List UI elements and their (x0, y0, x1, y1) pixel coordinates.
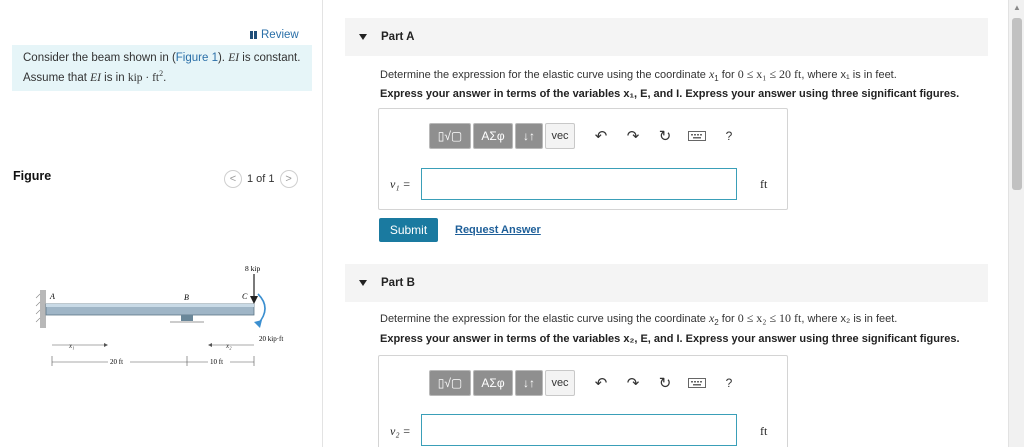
keyboard-icon[interactable] (683, 123, 711, 149)
v1-label: v₁ = (390, 177, 411, 191)
question-text: for (718, 313, 738, 325)
unit-text: kip · ft (127, 71, 160, 84)
part-b-label: Part B (381, 277, 415, 289)
unit-ft: ft (760, 177, 768, 191)
pager-text: 1 of 1 (247, 173, 275, 185)
unit-exponent: 2 (159, 69, 164, 78)
prev-figure-button[interactable]: < (224, 170, 242, 188)
beam-highlight (46, 304, 254, 307)
intro-text: Consider the beam shown in ( (23, 52, 176, 64)
redo-icon[interactable]: ↷ (626, 128, 640, 145)
scroll-up-icon[interactable]: ▲ (1013, 3, 1021, 12)
figure-pager (224, 170, 298, 188)
question-text: for (718, 69, 738, 81)
point-c-label: C (242, 292, 248, 301)
next-figure-button[interactable]: > (280, 170, 298, 188)
templates-button[interactable]: ▯√▢ (429, 370, 471, 396)
x2-label: x₂ (226, 342, 232, 350)
collapse-icon (359, 34, 367, 40)
x1-label: x₁ (69, 342, 75, 350)
part-a-label: Part A (381, 31, 415, 43)
greek-button[interactable]: ΑΣφ (473, 370, 513, 396)
intro-text: Assume that (23, 71, 91, 84)
reset-icon[interactable]: ↻ (658, 128, 672, 145)
review-label: Review (261, 29, 299, 41)
request-answer-link[interactable]: Request Answer (455, 224, 541, 236)
v2-label: v₂ = (390, 424, 411, 438)
undo-icon[interactable]: ↶ (594, 375, 608, 392)
intro-text: is in (100, 71, 128, 84)
range-text: 0 ≤ x₂ ≤ 10 ft (737, 311, 802, 325)
review-icon (250, 31, 257, 39)
review-link[interactable] (250, 29, 299, 41)
dim-20ft: 20 ft (110, 358, 124, 366)
part-a-instructions: Express your answer in terms of the variables x₁, E, and I. Express your answer using three significant figures. (380, 88, 960, 100)
figure-link[interactable]: Figure 1 (175, 52, 218, 64)
var-sub: 2 (714, 318, 719, 328)
math-toolbar (429, 370, 743, 396)
range-text: 0 ≤ x₁ ≤ 20 ft (737, 67, 802, 81)
part-b-answer-box (378, 355, 788, 447)
arrows-button[interactable]: ↓↑ (515, 123, 543, 149)
submit-button[interactable]: Submit (379, 218, 438, 242)
intro-text: ). (217, 52, 229, 64)
beam-figure (32, 258, 302, 378)
part-a-answer-box (378, 108, 788, 210)
v2-input[interactable] (421, 414, 737, 446)
moment-arrow (258, 294, 265, 324)
part-b-instructions: Express your answer in terms of the variables x₂, E, and I. Express your answer using three significant figures. (380, 333, 960, 345)
point-b-label: B (184, 293, 189, 302)
help-button[interactable]: ? (725, 129, 733, 143)
v1-input[interactable] (421, 168, 737, 200)
part-b-header[interactable] (345, 264, 988, 302)
fixed-support (40, 290, 46, 328)
ei-symbol: EI (90, 71, 101, 84)
greek-button[interactable]: ΑΣφ (473, 123, 513, 149)
moment-label: 20 kip·ft (259, 335, 284, 343)
keyboard-icon[interactable] (683, 370, 711, 396)
var-x: x (708, 67, 715, 81)
templates-button[interactable]: ▯√▢ (429, 123, 471, 149)
figure-title: Figure (13, 169, 52, 183)
reset-icon[interactable]: ↻ (658, 375, 672, 392)
question-text: Determine the expression for the elastic curve using the coordinate (380, 313, 709, 325)
redo-icon[interactable]: ↷ (626, 375, 640, 392)
left-panel (0, 0, 323, 447)
question-text: Determine the expression for the elastic curve using the coordinate (380, 69, 709, 81)
intro-text: . (163, 71, 167, 84)
dim-10ft: 10 ft (210, 358, 224, 366)
part-a-header[interactable] (345, 18, 988, 56)
support-b (181, 315, 193, 321)
point-a-label: A (50, 292, 55, 301)
collapse-icon (359, 280, 367, 286)
part-a-question (380, 67, 897, 83)
help-button[interactable]: ? (725, 376, 733, 390)
unit-ft: ft (760, 424, 768, 438)
ei-symbol: EI (228, 52, 240, 64)
undo-icon[interactable]: ↶ (594, 128, 608, 145)
arrows-button[interactable]: ↓↑ (515, 370, 543, 396)
var-x: x (708, 311, 715, 325)
load-label: 8 kip (245, 264, 261, 273)
question-text: , where x₁ is in feet. (801, 69, 897, 81)
scrollbar-thumb[interactable] (1012, 18, 1022, 190)
question-text: , where x₂ is in feet. (801, 313, 898, 325)
page-scrollbar[interactable] (1008, 0, 1024, 447)
problem-intro (12, 45, 312, 91)
part-b-question (380, 311, 897, 327)
math-toolbar (429, 123, 743, 149)
vec-button[interactable]: vec (545, 123, 575, 149)
vec-button[interactable]: vec (545, 370, 575, 396)
intro-text: is constant. (239, 52, 301, 64)
var-sub: 1 (714, 74, 719, 84)
